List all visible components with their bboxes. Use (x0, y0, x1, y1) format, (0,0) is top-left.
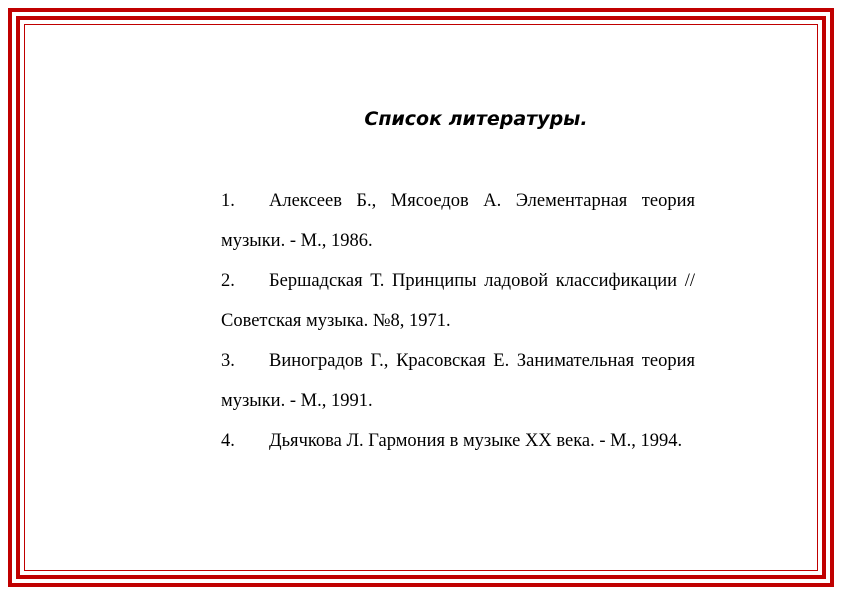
list-item-number: 3. (221, 351, 235, 371)
list-item-text: Бершадская Т. Принципы ладовой классификации // Советская музыка. №8, 1971. (221, 271, 695, 331)
list-item (221, 261, 695, 341)
list-item-text: Виноградов Г., Красовская Е. Занимательная теория музыки. - М., 1991. (221, 351, 695, 411)
list-item-number: 2. (221, 271, 235, 291)
list-item-number: 1. (221, 191, 235, 211)
list-item-number: 4. (221, 431, 235, 451)
list-item-text: Дьячкова Л. Гармония в музыке XX века. - М., 1994. (269, 431, 683, 451)
reference-list (221, 181, 695, 461)
page-title: Список литературы. (364, 108, 588, 130)
list-item (221, 181, 695, 261)
list-item-text: Алексеев Б., Мясоедов А. Элементарная теория музыки. - М., 1986. (221, 191, 695, 251)
list-item (221, 421, 695, 461)
list-item (221, 341, 695, 421)
